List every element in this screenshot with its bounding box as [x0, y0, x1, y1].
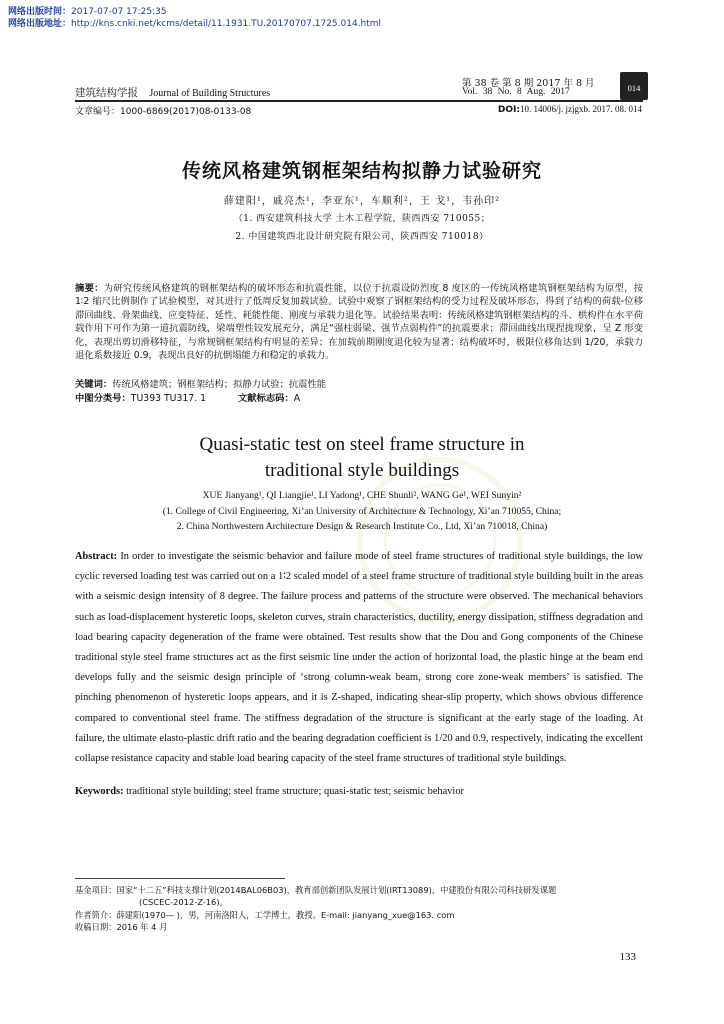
- title-en-line-2: traditional style buildings: [264, 460, 460, 481]
- received-date: 收稿日期：2016 年 4 月: [75, 921, 168, 932]
- author-intro: 作者简介：薛建阳(1970— )，男，河南洛阳人，工学博士，教授。E-mail: jianyang_xue@163. com: [75, 909, 455, 920]
- journal-header: [75, 85, 270, 100]
- footnotes: [75, 884, 643, 933]
- volume-cn: 第 38 卷 第 8 期 2017 年 8 月: [462, 78, 595, 89]
- volume-en: Vol. 38 No. 8 Aug. 2017: [462, 87, 570, 97]
- doi-value: 10. 14006/j. jzjgxb. 2017. 08. 014: [520, 104, 642, 114]
- keywords-en-text: traditional style building; steel frame structure; quasi-static test; seismic behavior: [123, 786, 464, 797]
- doi: [498, 104, 642, 115]
- authors-cn: 薛建阳¹，戚亮杰¹，李亚东¹，车顺利²，王 戈¹，韦孙印²: [223, 196, 501, 207]
- journal-name-cn: 建筑结构学报: [75, 87, 138, 99]
- journal-name-en: Journal of Building Structures: [149, 88, 271, 99]
- clc-label: 中图分类号：: [75, 393, 131, 404]
- cnki-publish-url: [8, 16, 381, 29]
- article-number: 文章编号：1000-6869(2017)08-0133-08: [75, 107, 252, 117]
- doi-label: DOI:: [497, 105, 520, 115]
- cnki-url-link[interactable]: http://kns.cnki.net/kcms/detail/11.1931.TU.20170707.1725.014.html: [71, 19, 382, 29]
- abstract-cn-text: 为研究传统风格建筑的钢框架结构的破坏形态和抗震性能，以位于抗震设防烈度 8 度区的一传统风格建筑钢框架结构为原型，按 1∶2 缩尺比例制作了试验模型，对其进行了低周反复加载试验。试验中观察了钢框架结构的受力过程及破坏形态，得到了结构的荷载-位移滞回曲线、骨架曲线、应变特征、延性、耗能性能、刚度与承载力退化等。试验结果表明：传统风格建筑钢框架结构的斗、栱构件在水平荷载作用下可作为第一道抗震防线，梁端塑性铰发展充分，满足“强柱弱梁、强节点弱构件”的抗震要求；滞回曲线出现捏拢现象，呈 Z 形变化，表现出剪切滑移特征，与常规钢框架结构有明显的差异；在加载前期刚度退化较为显著；结构破坏时，极限位移角达到 1/20，承载力退化系数接近 0.9，表现出良好的抗倒塌能力和稳定的承载力。: [75, 283, 643, 362]
- fund-line-1: 基金项目：国家“十二五”科技支撑计划(2014BAL06B03)，教育部创新团队发展计划(IRT13089)，中建股份有限公司科技研发课题: [75, 885, 557, 895]
- affiliation-en-2: 2. China Northwestern Architecture Design & Research Institute Co., Ltd, Xi’an 710018, China): [176, 521, 548, 532]
- cnki-time-value: 2017-07-07 17:25:35: [71, 7, 167, 17]
- abstract-en-label: Abstract:: [75, 551, 118, 562]
- keywords-en: [75, 786, 643, 797]
- title-en: [0, 432, 724, 484]
- title-cn: 传统风格建筑钢框架结构拟静力试验研究: [181, 160, 542, 182]
- cnki-url-label: 网络出版地址：: [8, 19, 72, 29]
- title-en-line-1: Quasi-static test on steel frame structure in: [199, 434, 525, 455]
- classification-cn: [75, 390, 643, 404]
- keywords-cn: [75, 376, 643, 390]
- authors-en: XUE Jianyang¹, QI Liangjie¹, LI Yadong¹, CHE Shunli², WANG Ge¹, WEI Sunyin²: [202, 490, 522, 501]
- footnote-rule: [75, 878, 285, 879]
- abstract-cn-label: 摘要：: [75, 283, 104, 294]
- keywords-cn-text: 传统风格建筑；钢框架结构；拟静力试验；抗震性能: [112, 379, 327, 390]
- abstract-cn: [75, 282, 643, 362]
- abstract-en-text: In order to investigate the seismic behavior and failure mode of steel frame structures of traditional style buildings, the low cyclic reversed loading test was carried out on a 1∶2 scaled model of a steel frame structure of traditional style building built in the areas with a seismic design intensity of 8 degree. The failure process and patterns of the structure were observed. The mechanical behaviors such as load-displacement hysteretic loops, skeleton curves, strain characteristics, ductility, energy dissipation, stiffness degradation and load bearing capacity degeneration of the frame were obtained. Test results show that the Dou and Gong components of the Chinese traditional style steel frame structures act as the first seismic line under the action of horizontal load, the plastic hinge at the beam end develops fully and the seismic design principle of ‘strong column-weak beam, strong core zone-weak members’ is satisfied. The pinching phenomenon of hysteretic loops appears, and it is Z-shaped, indicating shear-slip property, which shows obvious difference compared to conventional steel frame. The stiffness degradation of the structure is significant at the early stage of the loading. At failure, the ultimate elasto-plastic drift ratio and the bearing degradation coefficient is 1/20 and 0.9, respectively, indicating the excellent collapse resistance capacity and stable load bearing capacity of the steel frame structures of traditional style buildings.: [75, 551, 643, 765]
- fund-line-2: (CSCEC-2012-Z-16)。: [139, 897, 228, 908]
- affiliation-cn-1: （1. 西安建筑科技大学 土木工程学院，陕西西安 710055；: [233, 214, 491, 224]
- cnki-time-label: 网络出版时间：: [8, 7, 72, 17]
- affiliation-cn-2: 2. 中国建筑西北设计研究院有限公司，陕西西安 710018）: [235, 232, 489, 242]
- keywords-cn-label: 关键词：: [75, 379, 113, 390]
- doc-code-label: 文献标志码：: [237, 393, 294, 404]
- keywords-en-label: Keywords:: [75, 786, 124, 797]
- clc-value: TU393 TU317. 1: [130, 393, 207, 404]
- header-rule: [75, 100, 643, 102]
- doc-code-value: A: [293, 393, 301, 404]
- affiliation-en-1: (1. College of Civil Engineering, Xi’an University of Architecture & Technology, Xi’an 710055, China;: [162, 506, 562, 517]
- page-number: 133: [619, 951, 636, 963]
- article-badge: 014: [620, 72, 648, 100]
- abstract-en: [75, 547, 643, 769]
